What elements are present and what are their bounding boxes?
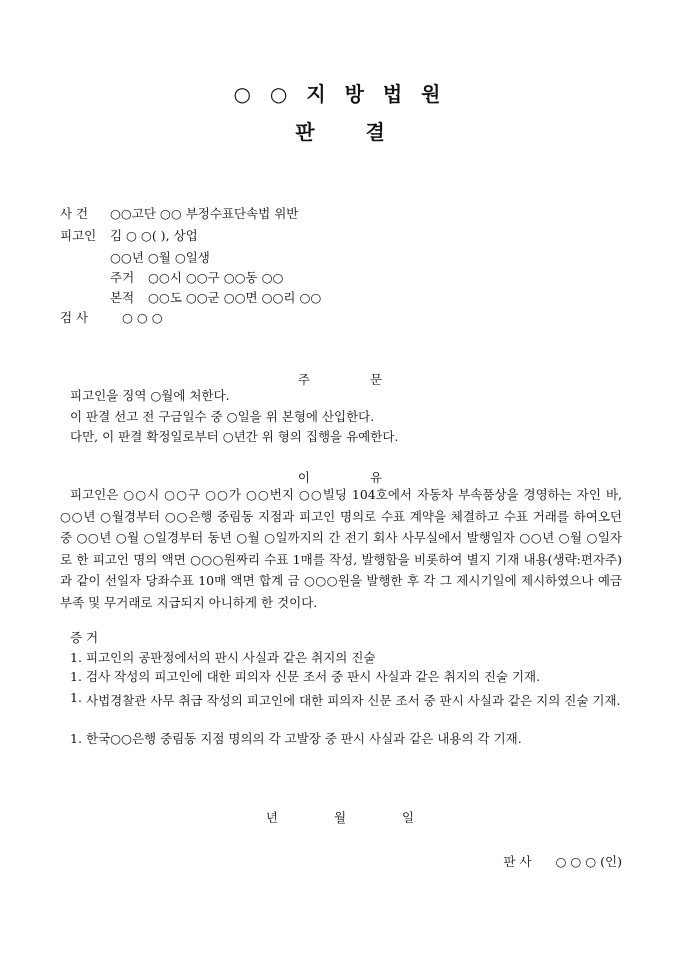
doc-type-char-1: 판 xyxy=(295,120,315,144)
origin-value: ○○도 ○○군 ○○면 ○○리 ○○ xyxy=(148,290,322,305)
birth-date: ○○년 ○월 ○일생 xyxy=(110,250,210,265)
evidence-text-3: 사법경찰관 사무 취급 작성의 피고인에 대한 피의자 신문 조서 중 판시 사실과 같은 지의 진술 기재. xyxy=(86,693,621,708)
date-year: 년 xyxy=(265,810,278,825)
evidence-num-3: 1. xyxy=(70,690,82,705)
judge-label: 판 사 xyxy=(503,854,532,869)
court-name: ○ ○ 지 방 법 원 xyxy=(233,82,447,106)
judge-signature xyxy=(503,852,622,870)
reason-heading-char-1: 이 xyxy=(297,470,310,485)
order-heading xyxy=(0,370,680,388)
evidence-num-2: 1. xyxy=(70,669,82,684)
order-heading-char-2: 문 xyxy=(369,372,383,387)
case-value: ○○고단 ○○ 부정수표단속법 위반 xyxy=(110,206,299,221)
origin-label: 본적 xyxy=(110,290,135,305)
evidence-text-4: 한국○○은행 중림동 지점 명의의 각 고발장 중 판시 사실과 같은 내용의 각 기재. xyxy=(86,731,522,746)
defendant-label: 피고인 xyxy=(60,228,97,243)
document-type xyxy=(0,116,680,145)
address-label: 주거 xyxy=(110,270,135,285)
address-value: ○○시 ○○구 ○○동 ○○ xyxy=(148,270,284,285)
order-line-3: 다만, 이 판결 확정일로부터 ○년간 위 형의 집행을 유예한다. xyxy=(70,429,399,444)
evidence-text-2: 검사 작성의 피고인에 대한 피의자 신문 조서 중 판시 사실과 같은 취지의 진술 기재. xyxy=(86,669,541,684)
order-heading-char-1: 주 xyxy=(297,372,310,387)
evidence-num-1: 1. xyxy=(70,650,82,665)
order-line-2: 이 판결 선고 전 구금일수 중 ○일을 위 본형에 산입한다. xyxy=(70,409,375,424)
date-month: 월 xyxy=(333,810,347,825)
judge-name: ○ ○ ○ (인) xyxy=(555,854,622,869)
evidence-heading: 증 거 xyxy=(70,630,99,645)
date-day: 일 xyxy=(402,810,415,825)
reason-paragraph: 피고인은 ○○시 ○○구 ○○가 ○○번지 ○○빌딩 104호에서 자동차 부속품상을 경영하는 자인 바, ○○년 ○월경부터 ○○은행 중림동 지점과 피고인 명의로 수표 계약을 체결하고 수표 거래를 하여오던 중 ○○년 ○월 ○일경부터 동년 ○월 ○일까지의 간 전기 회사 사무실에서 발행일자 ○○년 ○월 ○일자로 한 피고인 명의 액면 ○○○원짜리 수표 1매를 작성, 발행함을 비롯하여 별지 기재 내용(생략:편자주)과 같이 선일자 당좌수표 10매 액면 합계 금 ○○○원을 발행한 후 각 그 제시기일에 제시하였으나 예금부족 및 무거래로 지급되지 아니하게 한 것이다. xyxy=(60,487,622,610)
reason-heading-char-2: 유 xyxy=(369,470,383,485)
prosecutor-value: ○ ○ ○ xyxy=(122,310,163,325)
case-label: 사 건 xyxy=(60,206,89,221)
prosecutor-label: 검 사 xyxy=(60,310,89,325)
judgment-date xyxy=(0,808,680,826)
defendant-value: 김 ○ ○( ), 상업 xyxy=(110,228,198,243)
order-line-1: 피고인을 징역 ○월에 처한다. xyxy=(70,388,230,403)
evidence-num-4: 1. xyxy=(70,731,82,746)
evidence-text-1: 피고인의 공판정에서의 판시 사실과 같은 취지의 진술 xyxy=(86,650,376,665)
doc-type-char-2: 결 xyxy=(365,120,385,144)
